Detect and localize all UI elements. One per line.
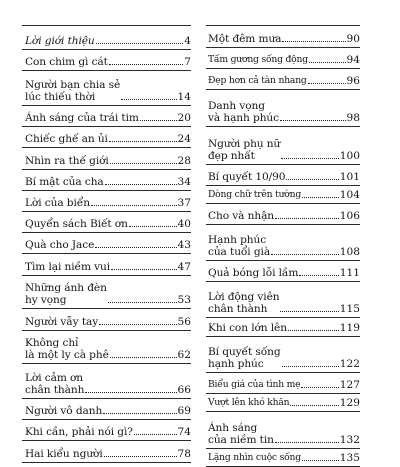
dot-leader [290, 405, 338, 406]
toc-entry-title: Người bạn chia sẻ lúc thiếu thời [25, 79, 121, 103]
toc-entry-title: Bí quyết 10/90 [208, 171, 286, 183]
dot-leader [286, 179, 338, 180]
toc-entry [22, 148, 191, 170]
dot-leader [302, 460, 339, 461]
toc-entry-page-number: 78 [177, 448, 191, 460]
toc-entry [206, 282, 360, 318]
toc-entry-page-number: 90 [346, 33, 360, 45]
dot-leader [309, 62, 346, 63]
dot-leader [299, 275, 338, 276]
dot-leader [301, 387, 338, 388]
toc-entry-page-number: 53 [177, 294, 191, 306]
toc-entry-title: Lặng nhìn cuộc sống [208, 452, 301, 463]
toc-entry-page-number: 66 [177, 384, 191, 396]
dot-leader [110, 163, 177, 164]
toc-entry-title: Quả bóng lỗi lầm [208, 267, 299, 279]
toc-entry-page-number: 40 [177, 218, 191, 230]
dot-leader [103, 413, 176, 414]
toc-entry [206, 48, 360, 69]
toc-entry-title: Lời động viên chân thành [208, 291, 280, 315]
dot-leader [109, 141, 177, 142]
toc-entry [206, 165, 360, 186]
toc-entry [206, 449, 360, 467]
dot-leader [275, 442, 339, 443]
toc-entry [206, 394, 360, 412]
toc-entry [206, 186, 360, 204]
toc-entry-page-number: 14 [177, 91, 191, 103]
toc-entry-title: Tấm gương sống động [208, 54, 308, 65]
toc-entry-title: Người phụ nữ đẹp nhất [208, 138, 281, 162]
toc-entry-page-number: 47 [177, 261, 191, 273]
toc-column-right [206, 25, 360, 467]
toc-entry-title: Quà cho Jace [25, 239, 95, 251]
toc-entry-page-number: 69 [177, 405, 191, 417]
toc-entry-page-number: 37 [177, 197, 191, 209]
toc-entry [22, 170, 191, 191]
toc-column-left [22, 25, 191, 463]
toc-entry-page-number: 62 [177, 349, 191, 361]
toc-entry-title: Hai kiểu người [25, 448, 103, 460]
dot-leader [99, 324, 176, 325]
toc-entry [22, 420, 191, 441]
dot-leader [281, 158, 339, 159]
toc-entry-page-number: 24 [177, 133, 191, 145]
toc-entry [22, 399, 191, 420]
dot-leader [134, 434, 177, 435]
toc-entry-page-number: 101 [339, 171, 360, 183]
toc-entry [206, 261, 360, 282]
toc-entry-title: Chiếc ghế an ủi [25, 133, 108, 145]
toc-entry-title: Không chỉ là một ly cà phê [25, 337, 109, 361]
toc-entry-title: Những ánh đèn hy vọng [25, 282, 107, 306]
dot-leader [85, 392, 176, 393]
toc-entry-title: Lời của biển [25, 197, 90, 209]
toc-entry-title: Tìm lại niềm vui [25, 261, 111, 273]
toc-entry-title: Lời giới thiệu [25, 35, 95, 47]
dot-leader [121, 99, 176, 100]
toc-entry-title: Nhìn ra thế giới [25, 155, 109, 167]
toc-entry [206, 337, 360, 373]
dot-leader [108, 302, 177, 303]
toc-entry-title: Bí quyết sống hạnh phúc [208, 346, 281, 370]
toc-entry [22, 309, 191, 331]
dot-leader [282, 366, 339, 367]
toc-entry [22, 212, 191, 233]
toc-entry-page-number: 129 [339, 397, 360, 409]
toc-entry [206, 318, 360, 337]
toc-entry-title: Con chim gì cát [25, 56, 108, 68]
toc-entry [206, 69, 360, 90]
toc-entry-page-number: 34 [177, 176, 191, 188]
dot-leader [280, 311, 338, 312]
toc-entry-title: Ánh sáng của niềm tin [208, 422, 274, 446]
toc-entry-page-number: 96 [346, 75, 360, 87]
dot-leader [110, 357, 177, 358]
toc-entry [206, 225, 360, 261]
toc-entry [22, 364, 191, 399]
toc-entry-title: Khi con lớn lên [208, 322, 287, 334]
toc-entry-page-number: 122 [339, 358, 360, 370]
toc-entry-page-number: 28 [177, 155, 191, 167]
toc-entry-page-number: 74 [177, 426, 191, 438]
toc-entry-page-number: 132 [339, 434, 360, 446]
dot-leader [275, 218, 339, 219]
toc-entry-title: Hạnh phúc của tuổi già [208, 234, 271, 258]
toc-entry [206, 373, 360, 394]
toc-entry-page-number: 98 [346, 112, 360, 124]
toc-entry-title: Người vẫy tay [25, 316, 99, 328]
toc-entry-page-number: 108 [339, 246, 360, 258]
toc-entry [22, 254, 191, 276]
toc-entry-title: Ánh sáng của trái tim [25, 112, 139, 124]
dot-leader [91, 205, 177, 206]
toc-entry-page-number: 43 [177, 239, 191, 251]
toc-entry-page-number: 100 [339, 150, 360, 162]
dot-leader [129, 226, 177, 227]
toc-entry [206, 127, 360, 165]
toc-entry-title: Danh vọng và hạnh phúc [208, 100, 279, 124]
dot-leader [308, 83, 346, 84]
toc-entry-page-number: 104 [339, 189, 360, 201]
dot-leader [96, 43, 184, 44]
dot-leader [109, 64, 183, 65]
dot-leader [280, 120, 346, 121]
toc-entry-page-number: 119 [339, 322, 360, 334]
toc-entry [22, 106, 191, 127]
toc-entry [22, 276, 191, 309]
dot-leader [140, 120, 177, 121]
toc-entry [22, 441, 191, 463]
toc-entry-page-number: 106 [339, 210, 360, 222]
toc-entry-page-number: 127 [339, 379, 360, 391]
toc-entry-page-number: 20 [177, 112, 191, 124]
toc-entry [22, 233, 191, 254]
toc-entry-title: Bí mật của cha [25, 176, 104, 188]
toc-entry-page-number: 94 [346, 54, 360, 66]
toc-entry-title: Cho và nhận [208, 210, 275, 222]
toc-entry-page-number: 4 [184, 35, 191, 47]
toc-entry-title: Quyển sách Biết ơn [25, 218, 128, 230]
toc-entry [22, 71, 191, 106]
dot-leader [95, 247, 176, 248]
dot-leader [288, 330, 339, 331]
toc-entry-title: Dòng chữ trên tường [208, 189, 302, 200]
toc-entry-page-number: 56 [177, 316, 191, 328]
toc-entry-page-number: 115 [339, 303, 360, 315]
toc-entry [22, 127, 191, 148]
toc-entry [206, 90, 360, 127]
toc-entry [22, 50, 191, 71]
toc-entry-page-number: 111 [339, 267, 360, 279]
toc-entry-title: Vượt lên khó khăn [208, 397, 290, 408]
toc-entry [22, 191, 191, 212]
toc-entry [206, 412, 360, 449]
toc-entry-page-number: 7 [184, 56, 191, 68]
toc-entry-title: Đẹp hơn cả tàn nhang [208, 75, 307, 86]
toc-entry [22, 26, 191, 50]
dot-leader [302, 197, 339, 198]
dot-leader [104, 456, 177, 457]
toc-entry-title: Người vô danh [25, 405, 103, 417]
toc-entry-title: Lời cảm ơn chân thành [25, 372, 85, 396]
dot-leader [111, 269, 176, 270]
toc-entry-page-number: 135 [339, 452, 360, 464]
toc-entry-title: Một đêm mưa [208, 33, 282, 45]
toc-entry [206, 26, 360, 48]
dot-leader [105, 184, 177, 185]
toc-entry-title: Biểu giá của tình mẹ [208, 379, 301, 390]
toc-entry [22, 331, 191, 364]
toc-entry-title: Khi cần, phải nói gì? [25, 426, 133, 438]
toc-entry [206, 204, 360, 225]
dot-leader [271, 254, 339, 255]
dot-leader [282, 41, 345, 42]
